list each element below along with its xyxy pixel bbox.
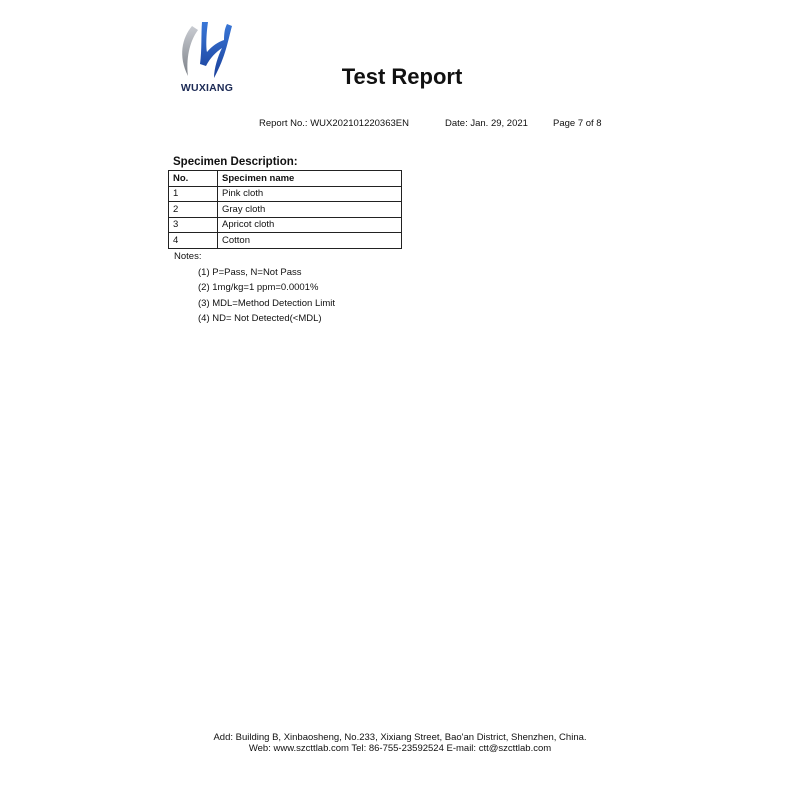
note-item: (4) ND= Not Detected(<MDL) bbox=[198, 312, 322, 324]
cell-no: 2 bbox=[169, 202, 218, 218]
cell-specimen-name: Gray cloth bbox=[218, 202, 402, 218]
table-row bbox=[169, 186, 402, 202]
notes-label: Notes: bbox=[174, 251, 202, 262]
note-item: (1) P=Pass, N=Not Pass bbox=[198, 267, 302, 278]
page-title: Test Report bbox=[341, 64, 463, 89]
cell-no: 1 bbox=[169, 186, 218, 202]
table-row bbox=[169, 217, 402, 233]
specimen-table bbox=[168, 170, 402, 249]
report-number: Report No.: WUX202101220363EN bbox=[259, 118, 409, 129]
table-header-row bbox=[169, 171, 402, 187]
cell-no: 4 bbox=[169, 233, 218, 249]
table-row bbox=[169, 202, 402, 218]
table-row bbox=[169, 233, 402, 249]
page-number: Page 7 of 8 bbox=[553, 118, 602, 129]
note-item: (2) 1mg/kg=1 ppm=0.0001% bbox=[198, 282, 319, 294]
footer-address: Add: Building B, Xinbaosheng, No.233, Xixiang Street, Bao'an District, Shenzhen, China. bbox=[213, 732, 587, 743]
notes-list bbox=[198, 265, 335, 326]
cell-specimen-name: Apricot cloth bbox=[218, 217, 402, 233]
footer-contact: Web: www.szcttlab.com Tel: 86-755-23592524 E-mail: ctt@szcttlab.com bbox=[248, 743, 552, 754]
logo-text: WUXIANG bbox=[180, 82, 234, 94]
specimen-section-title: Specimen Description: bbox=[173, 156, 298, 168]
cell-specimen-name: Cotton bbox=[218, 233, 402, 249]
report-date: Date: Jan. 29, 2021 bbox=[445, 118, 528, 129]
cell-specimen-name: Pink cloth bbox=[218, 186, 402, 202]
column-header-specimen-name: Specimen name bbox=[218, 171, 402, 187]
note-item: (3) MDL=Method Detection Limit bbox=[198, 297, 336, 309]
cell-no: 3 bbox=[169, 217, 218, 233]
column-header-no: No. bbox=[169, 171, 218, 187]
